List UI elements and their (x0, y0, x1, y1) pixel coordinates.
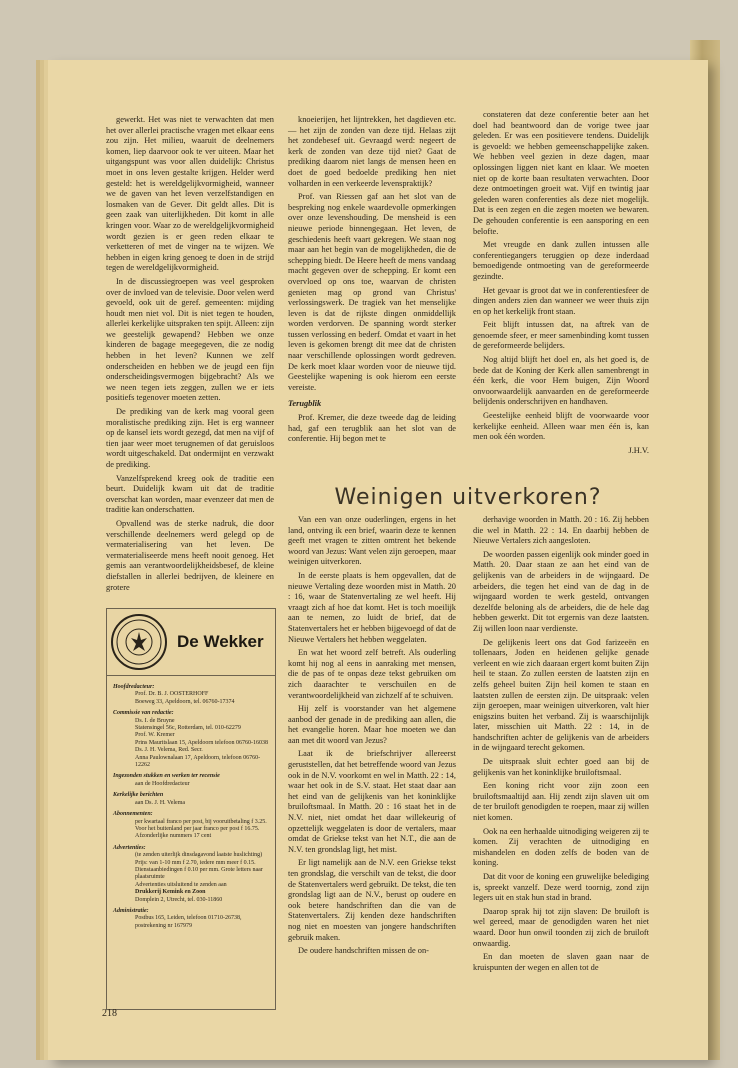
paragraph: Nog altijd blijft het doel en, als het goed is, de bede dat de Koning der Kerk allen samenbrengt in één kerk, die voor Hem buigen, Zijn Woord onvoorwaardelijk aanvaarden en de gereformeerde belijdenis onderschrijven en handhaven. (473, 355, 649, 407)
member-address: Prins Mauritslaan 15, Apeldoorn telefoon 06760-16038 (135, 739, 268, 746)
article-column-1 (288, 515, 456, 1025)
ingezonden-to: aan de Hoofdredacteur (135, 780, 190, 787)
label-commissie: Commissie van redactie: (113, 710, 174, 717)
paragraph: De gelijkenis leert ons dat God farizeeën en tollenaars, Joden en heidenen gelijke genade verleent en wie zich daaraan ergert komt buiten Zijn heil te staan. Zo zullen eersten de laatsten zijn en zelfs geheel buiten Zijn heil komen te staan en laatsten zullen de eersten zijn. De uitspraak: velen zijn geroepen, maar weinigen uitverkoren, valt hier enigszins buiten het verband. Zij is waarschijnlijk later, misschien uit Matth. 22 : 14, in de handschriften achter de gelijkenis van de arbeiders in de wijngaard terecht gekomen. (473, 637, 649, 753)
advertenties-text: (te zenden uiterlijk dinsdagavond laatste huslichting) Prijs: van 1-10 mm f 2.70, iedere mm meer f 0.15. Dienstaanbiedingen f 0.10 per mm. Grote letters naar plaatsruimte (135, 852, 263, 881)
abonnementen-text: per kwartaal franco per post, bij vooruitbetaling f 3.25. Voor het buitenland per jaar franco per post f 16.75. Afzonderlijke nummers 17 cent (135, 818, 267, 840)
label-ingezonden: Ingezonden stukken en werken ter recensie (113, 773, 220, 780)
paragraph: En dan moeten de slaven gaan naar de kruispunten der wegen en allen tot de (473, 952, 649, 972)
label-abonnementen: Abonnementen: (113, 811, 153, 818)
section-heading-terugblik: Terugblik (288, 399, 322, 409)
column-3 (473, 110, 649, 455)
printer-name: Drukkerij Kemink en Zoon (135, 889, 206, 896)
paragraph: Daarop sprak hij tot zijn slaven: De bruiloft is wel gereed, maar de genodigden waren het niet waard. Door hun onwil toonden zij zich de bruiloft onwaardig. (473, 906, 649, 948)
column-2 (288, 115, 456, 445)
paragraph: derhavige woorden in Matth. 20 : 16. Zij hebben die wel in Matth. 22 : 14. En daarbij hebben de Nieuwe Vertalers zich aangesloten. (473, 515, 649, 546)
paragraph: Prof. Kremer, die deze tweede dag de leiding had, gaf een terugblik aan het slot van de conferentie. Hij begon met te (288, 413, 456, 444)
paragraph: Met vreugde en dank zullen intussen alle conferentiegangers teruggien op deze inderdaad bemoedigende ontmoeting van de gereformeerde gezindte. (473, 240, 649, 281)
colophon-box (106, 608, 276, 1010)
editor-name: Prof. Dr. B. J. OOSTERHOFF (135, 691, 209, 698)
article-title: Weinigen uitverkoren? (334, 485, 602, 510)
paragraph: Dat dit voor de koning een gruwelijke belediging is, spreekt vanzelf. Deze werd toornig, zond zijn legers uit en stak hun stad in brand. (473, 872, 649, 903)
editor-address: Boeweg 33, Apeldoorn, tel. 06760-17374 (135, 698, 235, 705)
masthead (107, 609, 275, 676)
article-column-2 (473, 515, 649, 1025)
paragraph: En wat het woord zelf betreft. Als ouderling komt hij nog al eens in aanraking met mensen, die de pas of te onpas deze tekst gebruiken om zich daarachter te verschuilen en de verantwoordelijkheid van zichzelf af te schuiven. (288, 648, 456, 700)
church-seal-logo (111, 614, 167, 670)
paragraph: Opvallend was de sterke nadruk, die door verschillende deelnemers werd gelegd op de vermaterialisering van het leven. De vermaterialiseerde mens heeft nooit genoeg. Het gemis aan verantwoordelijkheidsbesef, de kleine diefstallen in allerlei bedrijven, de kleinere en grotere (106, 518, 274, 592)
paragraph: Van een van onze ouderlingen, ergens in het land, ontving ik een brief, waarin deze te kennen geeft met vragen te zitten omtrent het bekende woord van Jezus: Want velen zijn geroepen, maar weinigen uitverkoren. (288, 515, 456, 567)
member-address: Anna Paulownalaan 17, Apeldoorn, telefoon 06760-12262 (135, 754, 261, 769)
paragraph: constateren dat deze conferentie beter aan het doel had beantwoord dan de vorige twee jaar geleden. Er was een positievere tendens. Duidelijk is gevoeld: we hebben gemeenschappelijke zaken. We hebben veel gezien in deze dagen, maar oplossingen liggen niet kant en klaar. We moeten niet op de korte baan resultaten verwachten. Door deze ontmoetingen groeit wat. Vijf en twintig jaar geleden waren conferenties als deze niet mogelijk. Dat is een zegen en die zegen moeten we bewaren. De gehouden conferentie is een aansporing en een belofte. (473, 110, 649, 236)
kerkelijke-to: aan Ds. J. H. Velema (135, 799, 186, 806)
paragraph: Laat ik de briefschrijver allereerst geruststellen, dat het betreffende woord van Jezus ook in de N.V. voorkomt en wel in Matth. 22 : 14, waar het ook in de S.V. staat. Het staat daar aan het eind van de gelijkenis van het koninklijke bruiloftsmaal. In Matth. 20 : 16 staat het in de N.V. niet, niet omdat het daar willekeurig of opzettelijk weggelaten is door de vertalers, maar omdat de Griekse tekst van het N.T., die aan de N.V. ten grondslag ligt, het mist. (288, 749, 456, 854)
paragraph: knoeierijen, het lijntrekken, het dagdieven etc. — het zijn de zonden van deze tijd. Helaas zijt het zondebesef uit. Gevraagd werd: negeert de kerk de zonden van deze tijd niet? Gaat de prediking daarom niet langs de mensen heen en doet de goed bedoelde prediking hen niet volharden in een verkeerde levenspraktijk? (288, 115, 456, 188)
magazine-page (48, 60, 708, 1060)
paragraph: Geestelijke eenheid blijft de voorwaarde voor kerkelijke eenheid. Alleen waar men één is, kan men ook één worden. (473, 411, 649, 442)
column-1 (106, 115, 274, 650)
paragraph: In de discussiegroepen was veel gesproken over de invloed van de televisie. Door velen werd gevoeld, ook uit de geref. gemeenten: mijding houdt men niet vol. Dit is niet tegen te houden, allerlei kerkelijke uitspraken ten spijt. Alleen: zijn we geestelijk gewapend? Hebben we onze kinderen de bagage meegegeven, die ze nodig hebben in het leven? Kunnen we zelf onderscheiden en hebben we de jeugd een fijn onderscheidingsvermogen bijgebracht? Als we we neen tegen iets zeggen, zullen we er iets positiefs tegenover moeten zetten. (106, 276, 274, 403)
paragraph: Het gevaar is groot dat we in conferentiesfeer de dingen anders zien dan wanneer we weer thuis zijn en op het kerkelijk front staan. (473, 285, 649, 316)
page-number: 218 (102, 1008, 117, 1019)
member-name: Ds. I. de Bruyne (135, 717, 175, 724)
paragraph: In de eerste plaats is hem opgevallen, dat de nieuwe Vertaling deze woorden mist in Matth. 20 : 16, waar de Statenvertaling ze wel heeft. Hij vraagt zich af hoe dat komt. Het is toch moeilijk aan te nemen, zo luidt de brief, dat de Statenvertalers het er hebben bijgevoegd of dat de Nieuwe Vertalers het hebben weggelaten. (288, 570, 456, 644)
paragraph: Feit blijft intussen dat, na aftrek van de genoemde sfeer, er meer samenbinding komt tussen de gereformeerde belijders. (473, 320, 649, 351)
label-administratie: Administratie: (113, 907, 149, 914)
member-address: Statensingel 56c, Rotterdam, tel. 010-62279 (135, 725, 241, 732)
paragraph: Hij zelf is voorstander van het algemene aanbod der genade in de prediking aan allen, die het evangelie horen. Maar hoe moeten we dan aan met dit woord van Jezus? (288, 704, 456, 745)
author-signature: J.H.V. (628, 445, 649, 455)
paragraph: Prof. van Riessen gaf aan het slot van de bespreking nog enkele waardevolle opmerkingen over onze levenshouding. De mensheid is een nieuwe periode binnengegaan. Het leven, de geschiedenis heeft vaart gekregen. We staan nog maar aan het begin van de mogelijkheden, die de schepping biedt. De Heere heeft de mens vandaag macht gegeven over de schepping. Er komt een overvloed op ons toe, waarvan de christen genieten mag op grond van Christus' verlossingswerk. De tragiek van het menselijke leven is dat de rijkste dingen onmiddellijk worden verdorven. De spanning wordt sterker tussen verlossing en bederf. Omdat et vaart in het leven is gekomen brengt dit mee dat de christen naar verschillende oplossingen wordt gedreven. De kerk moet klaar worden voor de nieuwe tijd. Geestelijke wapening is ook hierom een eerste vereiste. (288, 192, 456, 392)
member-name: Ds. J. H. Velema, Red. Secr. (135, 747, 203, 754)
paragraph: De prediking van de kerk mag vooral geen moralistische prediking zijn. Het is erg wanneer op de kansel iets wordt gezegd, dat men na vijf of tien jaar weer moet terugnemen of dat geruisloos wordt uitgeschakeld. Dat ondermijnt en verzwakt de prediking. (106, 407, 274, 469)
paragraph: Ook na een herhaalde uitnodiging weigeren zij te komen. Zij verachten de uitnodiging en mishandelen en doden zelfs de boden van de koning. (473, 826, 649, 868)
label-hoofdredacteur: Hoofdredacteur: (113, 684, 155, 690)
paragraph: De woorden passen eigenlijk ook minder goed in Matth. 20. Daar staan ze aan het eind van de gelijkenis van de arbeiders in de wijngaard. De arbeiders, die tegen het eind van de dag in de wijngaard worden te werk gesteld, ontvangen dezelfde beloning als de arbeiders, die de hele dag hebben gewerkt. Dit tot ergernis van deze laatsten. Zij willen loon naar verdienste. (473, 549, 649, 633)
paragraph: De uitspraak sluit echter goed aan bij de gelijkenis van het koninklijke bruiloftsmaal. (473, 757, 649, 777)
administratie-text: Postbus 165, Leiden, telefoon 01710-26738, postrekening nr 167979 (135, 915, 242, 929)
seal-emblem-icon (115, 618, 163, 666)
paragraph: Er ligt namelijk aan de N.V. een Griekse tekst ten grondslag, die verschilt van de tekst, die door de Statenvertalers werd gebruikt. De tekst, die ten grondslag ligt aan de N.V., berust op oudere en ook betere handschriften dan die van de Statenvertalers. Zij kenden deze handschriften nog niet en moesten van jongere handschriften gebruik maken. (288, 858, 456, 942)
paragraph: gewerkt. Het was niet te verwachten dat men het over allerlei practische vragen met elkaar eens zou zijn. Het milieu, waaruit de deelnemers komen, liep daarvoor ook te ver uiteen. Maar het uitgangspunt was voor allen duidelijk: Christus moet in ons leven gestalte krijgen. Helder werd gesteld: het is wereldgelijkvormigheid, wanneer we de gaven van het leven verzelfstandigen en losmaken van de Gever. Dit geldt alles. Dit is geen zaak van uiterlijkheden. Dit komt in alle kringen voor. Waar zo de wereldgelijkvormigheid wordt gezien is er geen reden elkaar te verketteren of met de vinger na te wijzen. We hebben in eigen kring genoeg te doen in de strijd tegen de wereldgelijkvormigheid. (106, 115, 274, 273)
label-advertenties: Advertenties: (113, 844, 146, 851)
advertenties-note: Advertenties uitsluitend te zenden aan (135, 881, 227, 888)
publication-name: De Wekker (177, 632, 264, 652)
label-kerkelijke: Kerkelijke berichten (113, 792, 164, 799)
printer-address: Domplein 2, Utrecht, tel. 030-11860 (135, 896, 223, 903)
paragraph: De oudere handschriften missen de on- (298, 946, 429, 956)
paragraph: Een koning richt voor zijn zoon een bruiloftsmaaltijd aan. Hij zendt zijn slaven uit om de ter bruiloft genodigden te roepen, maar zij willen niet komen. (473, 781, 649, 823)
paragraph: Vanzelfsprekend kreeg ook de traditie een beurt. Duidelijk kwam uit dat de traditie overschat kan worden, maar evenzeer dat men de traditie kan onderschatten. (106, 473, 274, 515)
member-name: Prof. W. Kremer (135, 732, 175, 739)
